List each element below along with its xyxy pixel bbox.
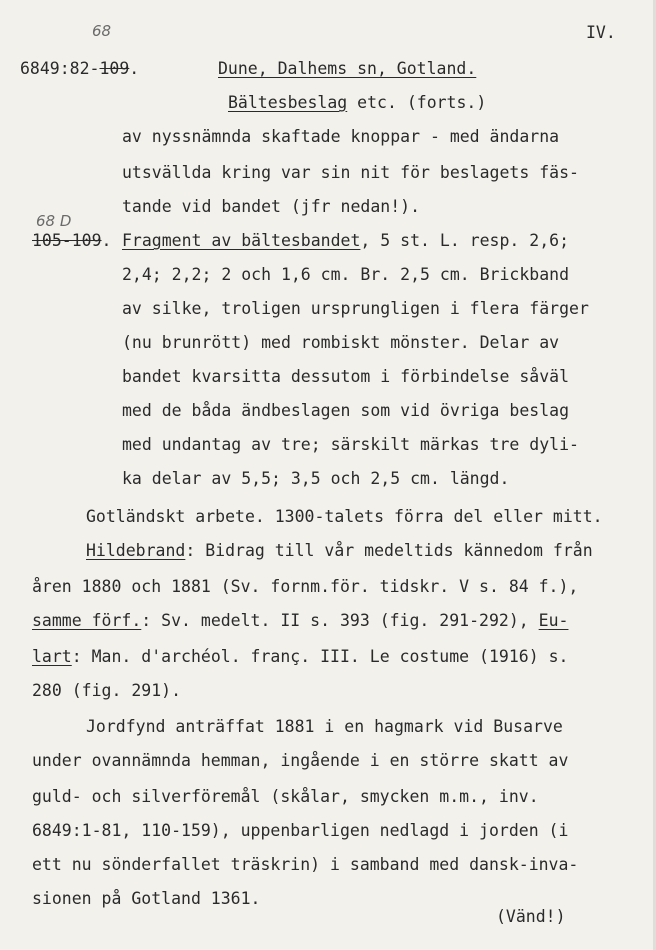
entry-line: bandet kvarsitta dessutom i förbindelse såväl [122,367,570,386]
body-line: Gotländskt arbete. 1300-talets förra del eller mitt. [86,507,603,526]
continuation-line: av nyssnämnda skaftade knoppar - med ändarna [122,127,560,146]
body-line: 280 (fig. 291). [32,681,182,700]
body-line: under ovannämnda hemman, ingående i en större skatt av [32,751,569,770]
card-title: Dune, Dalhems sn, Gotland. [218,59,477,78]
entry-line: (nu brunrött) med rombiskt mönster. Delar av [122,333,560,352]
continuation-line: tande vid bandet (jfr nedan!). [122,197,421,216]
pencil-annotation-68d: 68 D [36,212,72,230]
body-line: ett nu sönderfallet träskrin) i samband med dansk-inva- [32,855,579,874]
continuation-line: utsvällda kring var sin nit för beslagets fäs- [122,163,579,182]
body-line: lart: Man. d'archéol. franç. III. Le costume (1916) s. [32,647,569,666]
pencil-annotation-68: 68 [92,22,112,40]
body-line: 6849:1-81, 110-159), uppenbarligen nedlagd i jorden (i [32,821,569,840]
body-line: Hildebrand: Bidrag till vår medeltids kännedom från [86,541,593,560]
entry-line: med undantag av tre; särskilt märkas tre dyli- [122,435,579,454]
body-line: samme förf.: Sv. medelt. II s. 393 (fig. 291-292), Eu- [32,611,569,630]
entry-line: med de båda ändbeslagen som vid övriga beslag [122,401,570,420]
fragment-entry-heading: Fragment av bältesbandet, 5 st. L. resp. 2,6; [122,231,570,250]
body-line: Jordfynd anträffat 1881 i en hagmark vid Busarve [86,717,563,736]
entry-line: av silke, troligen ursprungligen i flera färger [122,299,589,318]
fragment-entry-first-line: 105-109. [32,231,112,250]
body-line: guld- och silverföremål (skålar, smycken m.m., inv. [32,787,539,806]
body-line: sionen på Gotland 1361. [32,889,261,908]
subtitle: Bältesbeslag etc. (forts.) [228,93,487,112]
page-number: IV. [586,23,616,42]
entry-line: ka delar av 5,5; 3,5 och 2,5 cm. längd. [122,469,510,488]
entry-line: 2,4; 2,2; 2 och 1,6 cm. Br. 2,5 cm. Brickband [122,265,570,284]
body-line: åren 1880 och 1881 (Sv. fornm.för. tidskr. V s. 84 f.), [32,577,579,596]
turn-over-note: (Vänd!) [496,907,566,926]
inventory-number: 6849:82-109. [20,59,140,78]
